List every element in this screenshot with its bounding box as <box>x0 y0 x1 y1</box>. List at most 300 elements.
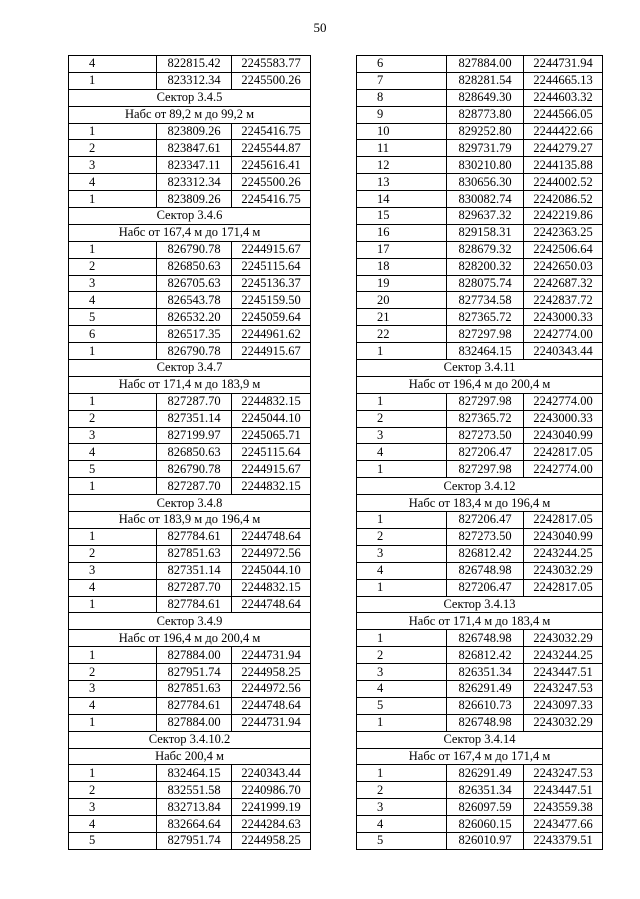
table-row <box>69 478 311 495</box>
table-row <box>69 258 311 275</box>
x-coordinate: 828773.80 <box>447 106 524 123</box>
y-coordinate: 2243247.53 <box>524 765 603 782</box>
x-coordinate: 823312.34 <box>157 72 232 89</box>
table-body-right <box>357 56 603 850</box>
x-coordinate: 827273.50 <box>447 427 524 444</box>
table-row <box>357 461 603 478</box>
sector-header-row <box>357 376 603 393</box>
sector-header: Набс от 89,2 м до 99,2 м <box>69 106 311 123</box>
y-coordinate: 2244603.32 <box>524 89 603 106</box>
x-coordinate: 826790.78 <box>157 241 232 258</box>
x-coordinate: 823847.61 <box>157 140 232 157</box>
y-coordinate: 2244748.64 <box>232 528 311 545</box>
y-coordinate: 2242219.86 <box>524 208 603 225</box>
point-number: 1 <box>69 393 157 410</box>
y-coordinate: 2244731.94 <box>232 647 311 664</box>
x-coordinate: 826790.78 <box>157 461 232 478</box>
y-coordinate: 2242774.00 <box>524 393 603 410</box>
x-coordinate: 829637.32 <box>447 208 524 225</box>
table-row <box>69 562 311 579</box>
x-coordinate: 826351.34 <box>447 664 524 681</box>
y-coordinate: 2243032.29 <box>524 630 603 647</box>
x-coordinate: 827734.58 <box>447 292 524 309</box>
point-number: 1 <box>357 579 447 596</box>
x-coordinate: 828075.74 <box>447 275 524 292</box>
y-coordinate: 2244748.64 <box>232 596 311 613</box>
point-number: 22 <box>357 326 447 343</box>
y-coordinate: 2244566.05 <box>524 106 603 123</box>
table-row <box>357 427 603 444</box>
sector-header-row <box>357 495 603 512</box>
table-row <box>357 410 603 427</box>
x-coordinate: 827287.70 <box>157 393 232 410</box>
table-row <box>357 174 603 191</box>
y-coordinate: 2244972.56 <box>232 545 311 562</box>
table-row <box>357 275 603 292</box>
point-number: 12 <box>357 157 447 174</box>
y-coordinate: 2242687.32 <box>524 275 603 292</box>
point-number: 1 <box>357 765 447 782</box>
point-number: 5 <box>69 309 157 326</box>
sector-header-row <box>69 512 311 529</box>
y-coordinate: 2244731.94 <box>232 714 311 731</box>
point-number: 4 <box>357 562 447 579</box>
table-row <box>69 596 311 613</box>
table-row <box>69 528 311 545</box>
table-row <box>69 444 311 461</box>
table-row <box>357 157 603 174</box>
x-coordinate: 832464.15 <box>157 765 232 782</box>
point-number: 2 <box>69 545 157 562</box>
table-row <box>69 545 311 562</box>
table-row <box>357 579 603 596</box>
table-row <box>357 224 603 241</box>
x-coordinate: 823809.26 <box>157 123 232 140</box>
point-number: 3 <box>69 157 157 174</box>
point-number: 17 <box>357 241 447 258</box>
sector-header-row <box>69 613 311 630</box>
table-row <box>357 765 603 782</box>
point-number: 18 <box>357 258 447 275</box>
point-number: 1 <box>69 765 157 782</box>
table-row <box>357 309 603 326</box>
table-row <box>69 292 311 309</box>
point-number: 1 <box>69 72 157 89</box>
point-number: 2 <box>357 782 447 799</box>
sector-header: Сектор 3.4.6 <box>69 208 311 225</box>
point-number: 4 <box>69 174 157 191</box>
point-number: 4 <box>69 579 157 596</box>
point-number: 2 <box>69 258 157 275</box>
y-coordinate: 2242506.64 <box>524 241 603 258</box>
table-row <box>357 72 603 89</box>
sector-header: Набс от 167,4 м до 171,4 м <box>69 224 311 241</box>
point-number: 3 <box>357 664 447 681</box>
table-row <box>69 816 311 833</box>
y-coordinate: 2243000.33 <box>524 410 603 427</box>
y-coordinate: 2242774.00 <box>524 326 603 343</box>
table-row <box>357 714 603 731</box>
y-coordinate: 2245500.26 <box>232 174 311 191</box>
x-coordinate: 826748.98 <box>447 630 524 647</box>
y-coordinate: 2244002.52 <box>524 174 603 191</box>
sector-header: Сектор 3.4.14 <box>357 731 603 748</box>
x-coordinate: 826532.20 <box>157 309 232 326</box>
y-coordinate: 2245115.64 <box>232 444 311 461</box>
point-number: 3 <box>69 680 157 697</box>
x-coordinate: 827784.61 <box>157 596 232 613</box>
x-coordinate: 826060.15 <box>447 816 524 833</box>
x-coordinate: 832551.58 <box>157 782 232 799</box>
table-row <box>357 697 603 714</box>
y-coordinate: 2243447.51 <box>524 664 603 681</box>
point-number: 8 <box>357 89 447 106</box>
sector-header: Сектор 3.4.5 <box>69 89 311 106</box>
point-number: 9 <box>357 106 447 123</box>
table-row <box>357 208 603 225</box>
point-number: 1 <box>357 461 447 478</box>
sector-header: Сектор 3.4.8 <box>69 495 311 512</box>
y-coordinate: 2244915.67 <box>232 461 311 478</box>
table-row <box>69 697 311 714</box>
sector-header: Набс 200,4 м <box>69 748 311 765</box>
point-number: 20 <box>357 292 447 309</box>
table-row <box>69 427 311 444</box>
sector-header: Сектор 3.4.9 <box>69 613 311 630</box>
table-row <box>357 292 603 309</box>
point-number: 1 <box>69 343 157 360</box>
table-row <box>357 832 603 849</box>
table-row <box>69 664 311 681</box>
y-coordinate: 2244832.15 <box>232 393 311 410</box>
point-number: 4 <box>69 444 157 461</box>
table-row <box>69 275 311 292</box>
x-coordinate: 829158.31 <box>447 224 524 241</box>
table-row <box>357 630 603 647</box>
sector-header-row <box>69 731 311 748</box>
point-number: 21 <box>357 309 447 326</box>
table-row <box>69 326 311 343</box>
y-coordinate: 2243040.99 <box>524 427 603 444</box>
x-coordinate: 828281.54 <box>447 72 524 89</box>
point-number: 3 <box>69 275 157 292</box>
point-number: 19 <box>357 275 447 292</box>
table-row <box>357 545 603 562</box>
table-row <box>69 647 311 664</box>
sector-header-row <box>357 478 603 495</box>
table-row <box>69 56 311 73</box>
x-coordinate: 827297.98 <box>447 461 524 478</box>
x-coordinate: 827287.70 <box>157 579 232 596</box>
y-coordinate: 2243032.29 <box>524 562 603 579</box>
x-coordinate: 827365.72 <box>447 309 524 326</box>
point-number: 1 <box>69 647 157 664</box>
y-coordinate: 2243097.33 <box>524 697 603 714</box>
table-row <box>69 191 311 208</box>
table-row <box>357 56 603 73</box>
y-coordinate: 2245044.10 <box>232 410 311 427</box>
table-row <box>357 140 603 157</box>
point-number: 16 <box>357 224 447 241</box>
y-coordinate: 2243000.33 <box>524 309 603 326</box>
coordinates-table-right <box>356 55 602 850</box>
sector-header-row <box>69 630 311 647</box>
point-number: 4 <box>357 680 447 697</box>
table-row <box>357 799 603 816</box>
table-row <box>69 410 311 427</box>
point-number: 6 <box>69 326 157 343</box>
x-coordinate: 827287.70 <box>157 478 232 495</box>
y-coordinate: 2242363.25 <box>524 224 603 241</box>
y-coordinate: 2244972.56 <box>232 680 311 697</box>
y-coordinate: 2243247.53 <box>524 680 603 697</box>
sector-header-row <box>69 748 311 765</box>
sector-header: Набс от 167,4 м до 171,4 м <box>357 748 603 765</box>
x-coordinate: 826291.49 <box>447 680 524 697</box>
point-number: 5 <box>69 832 157 849</box>
table-row <box>69 832 311 849</box>
y-coordinate: 2245544.87 <box>232 140 311 157</box>
point-number: 1 <box>69 714 157 731</box>
y-coordinate: 2244135.88 <box>524 157 603 174</box>
sector-header: Набс от 171,4 м до 183,9 м <box>69 376 311 393</box>
point-number: 3 <box>69 799 157 816</box>
x-coordinate: 827351.14 <box>157 410 232 427</box>
y-coordinate: 2240986.70 <box>232 782 311 799</box>
point-number: 2 <box>69 782 157 799</box>
point-number: 2 <box>69 664 157 681</box>
table-row <box>357 444 603 461</box>
sector-header-row <box>69 376 311 393</box>
y-coordinate: 2245044.10 <box>232 562 311 579</box>
x-coordinate: 830656.30 <box>447 174 524 191</box>
x-coordinate: 828649.30 <box>447 89 524 106</box>
y-coordinate: 2243032.29 <box>524 714 603 731</box>
sector-header: Сектор 3.4.13 <box>357 596 603 613</box>
x-coordinate: 826610.73 <box>447 697 524 714</box>
y-coordinate: 2243379.51 <box>524 832 603 849</box>
sector-header-row <box>357 360 603 377</box>
point-number: 2 <box>357 528 447 545</box>
table-row <box>69 680 311 697</box>
sector-header-row <box>69 106 311 123</box>
point-number: 1 <box>69 596 157 613</box>
point-number: 4 <box>69 292 157 309</box>
point-number: 1 <box>357 393 447 410</box>
table-row <box>357 816 603 833</box>
point-number: 2 <box>357 647 447 664</box>
y-coordinate: 2244958.25 <box>232 664 311 681</box>
table-row <box>357 782 603 799</box>
x-coordinate: 826097.59 <box>447 799 524 816</box>
y-coordinate: 2243040.99 <box>524 528 603 545</box>
table-row <box>357 562 603 579</box>
table-row <box>357 664 603 681</box>
y-coordinate: 2244961.62 <box>232 326 311 343</box>
table-row <box>357 241 603 258</box>
x-coordinate: 827784.61 <box>157 697 232 714</box>
sector-header-row <box>69 208 311 225</box>
x-coordinate: 826291.49 <box>447 765 524 782</box>
table-row <box>357 528 603 545</box>
table-row <box>69 241 311 258</box>
point-number: 3 <box>357 545 447 562</box>
sector-header: Сектор 3.4.11 <box>357 360 603 377</box>
table-row <box>69 174 311 191</box>
table-row <box>69 765 311 782</box>
sector-header: Сектор 3.4.12 <box>357 478 603 495</box>
x-coordinate: 826812.42 <box>447 647 524 664</box>
point-number: 2 <box>69 140 157 157</box>
x-coordinate: 829252.80 <box>447 123 524 140</box>
point-number: 4 <box>357 444 447 461</box>
point-number: 7 <box>357 72 447 89</box>
y-coordinate: 2242774.00 <box>524 461 603 478</box>
y-coordinate: 2240343.44 <box>232 765 311 782</box>
x-coordinate: 830082.74 <box>447 191 524 208</box>
y-coordinate: 2242837.72 <box>524 292 603 309</box>
x-coordinate: 827851.63 <box>157 680 232 697</box>
table-row <box>69 157 311 174</box>
point-number: 1 <box>357 714 447 731</box>
table-row <box>69 579 311 596</box>
table-body-left <box>69 56 311 850</box>
x-coordinate: 826748.98 <box>447 714 524 731</box>
y-coordinate: 2244832.15 <box>232 478 311 495</box>
x-coordinate: 823809.26 <box>157 191 232 208</box>
sector-header-row <box>69 89 311 106</box>
x-coordinate: 827297.98 <box>447 326 524 343</box>
point-number: 1 <box>357 343 447 360</box>
point-number: 1 <box>357 630 447 647</box>
point-number: 10 <box>357 123 447 140</box>
point-number: 2 <box>357 410 447 427</box>
y-coordinate: 2244284.63 <box>232 816 311 833</box>
x-coordinate: 828200.32 <box>447 258 524 275</box>
x-coordinate: 827199.97 <box>157 427 232 444</box>
point-number: 4 <box>69 816 157 833</box>
point-number: 1 <box>69 241 157 258</box>
x-coordinate: 830210.80 <box>447 157 524 174</box>
point-number: 5 <box>357 832 447 849</box>
point-number: 4 <box>69 56 157 73</box>
x-coordinate: 823312.34 <box>157 174 232 191</box>
table-row <box>357 123 603 140</box>
table-row <box>357 191 603 208</box>
sector-header: Набс от 196,4 м до 200,4 м <box>357 376 603 393</box>
x-coordinate: 832713.84 <box>157 799 232 816</box>
point-number: 1 <box>69 123 157 140</box>
sector-header: Набс от 171,4 м до 183,4 м <box>357 613 603 630</box>
x-coordinate: 827206.47 <box>447 444 524 461</box>
x-coordinate: 826850.63 <box>157 258 232 275</box>
y-coordinate: 2245583.77 <box>232 56 311 73</box>
point-number: 4 <box>69 697 157 714</box>
table-row <box>69 714 311 731</box>
point-number: 1 <box>69 478 157 495</box>
table-row <box>357 106 603 123</box>
x-coordinate: 822815.42 <box>157 56 232 73</box>
x-coordinate: 827206.47 <box>447 579 524 596</box>
y-coordinate: 2245115.64 <box>232 258 311 275</box>
y-coordinate: 2240343.44 <box>524 343 603 360</box>
table-row <box>357 512 603 529</box>
y-coordinate: 2245059.64 <box>232 309 311 326</box>
sector-header-row <box>357 613 603 630</box>
y-coordinate: 2241999.19 <box>232 799 311 816</box>
sector-header: Набс от 196,4 м до 200,4 м <box>69 630 311 647</box>
x-coordinate: 827884.00 <box>157 714 232 731</box>
table-row <box>69 782 311 799</box>
page-number: 50 <box>313 20 327 35</box>
sector-header-row <box>357 596 603 613</box>
point-number: 13 <box>357 174 447 191</box>
point-number: 3 <box>69 427 157 444</box>
x-coordinate: 823347.11 <box>157 157 232 174</box>
y-coordinate: 2243244.25 <box>524 647 603 664</box>
point-number: 3 <box>357 799 447 816</box>
sector-header-row <box>69 360 311 377</box>
sector-header: Набс от 183,4 м до 196,4 м <box>357 495 603 512</box>
x-coordinate: 826850.63 <box>157 444 232 461</box>
table-row <box>69 309 311 326</box>
x-coordinate: 826010.97 <box>447 832 524 849</box>
sector-header: Сектор 3.4.10.2 <box>69 731 311 748</box>
point-number: 3 <box>357 427 447 444</box>
y-coordinate: 2245616.41 <box>232 157 311 174</box>
table-row <box>69 799 311 816</box>
table-row <box>357 647 603 664</box>
table-row <box>69 343 311 360</box>
y-coordinate: 2242817.05 <box>524 512 603 529</box>
x-coordinate: 832464.15 <box>447 343 524 360</box>
x-coordinate: 827884.00 <box>447 56 524 73</box>
x-coordinate: 826351.34 <box>447 782 524 799</box>
y-coordinate: 2245136.37 <box>232 275 311 292</box>
sector-header: Набс от 183,9 м до 196,4 м <box>69 512 311 529</box>
x-coordinate: 828679.32 <box>447 241 524 258</box>
x-coordinate: 827351.14 <box>157 562 232 579</box>
x-coordinate: 826790.78 <box>157 343 232 360</box>
y-coordinate: 2245065.71 <box>232 427 311 444</box>
y-coordinate: 2245416.75 <box>232 123 311 140</box>
table-row <box>357 343 603 360</box>
sector-header-row <box>69 224 311 241</box>
x-coordinate: 827951.74 <box>157 832 232 849</box>
x-coordinate: 826517.35 <box>157 326 232 343</box>
point-number: 1 <box>69 191 157 208</box>
point-number: 5 <box>357 697 447 714</box>
sector-header-row <box>69 495 311 512</box>
x-coordinate: 827273.50 <box>447 528 524 545</box>
x-coordinate: 826812.42 <box>447 545 524 562</box>
point-number: 2 <box>69 410 157 427</box>
point-number: 4 <box>357 816 447 833</box>
y-coordinate: 2243559.38 <box>524 799 603 816</box>
point-number: 5 <box>69 461 157 478</box>
table-row <box>69 393 311 410</box>
point-number: 11 <box>357 140 447 157</box>
sector-header-row <box>357 748 603 765</box>
table-row <box>357 680 603 697</box>
coordinates-table-left <box>68 55 310 850</box>
sector-header-row <box>357 731 603 748</box>
table-row <box>69 140 311 157</box>
x-coordinate: 827297.98 <box>447 393 524 410</box>
point-number: 3 <box>69 562 157 579</box>
y-coordinate: 2244748.64 <box>232 697 311 714</box>
x-coordinate: 826543.78 <box>157 292 232 309</box>
